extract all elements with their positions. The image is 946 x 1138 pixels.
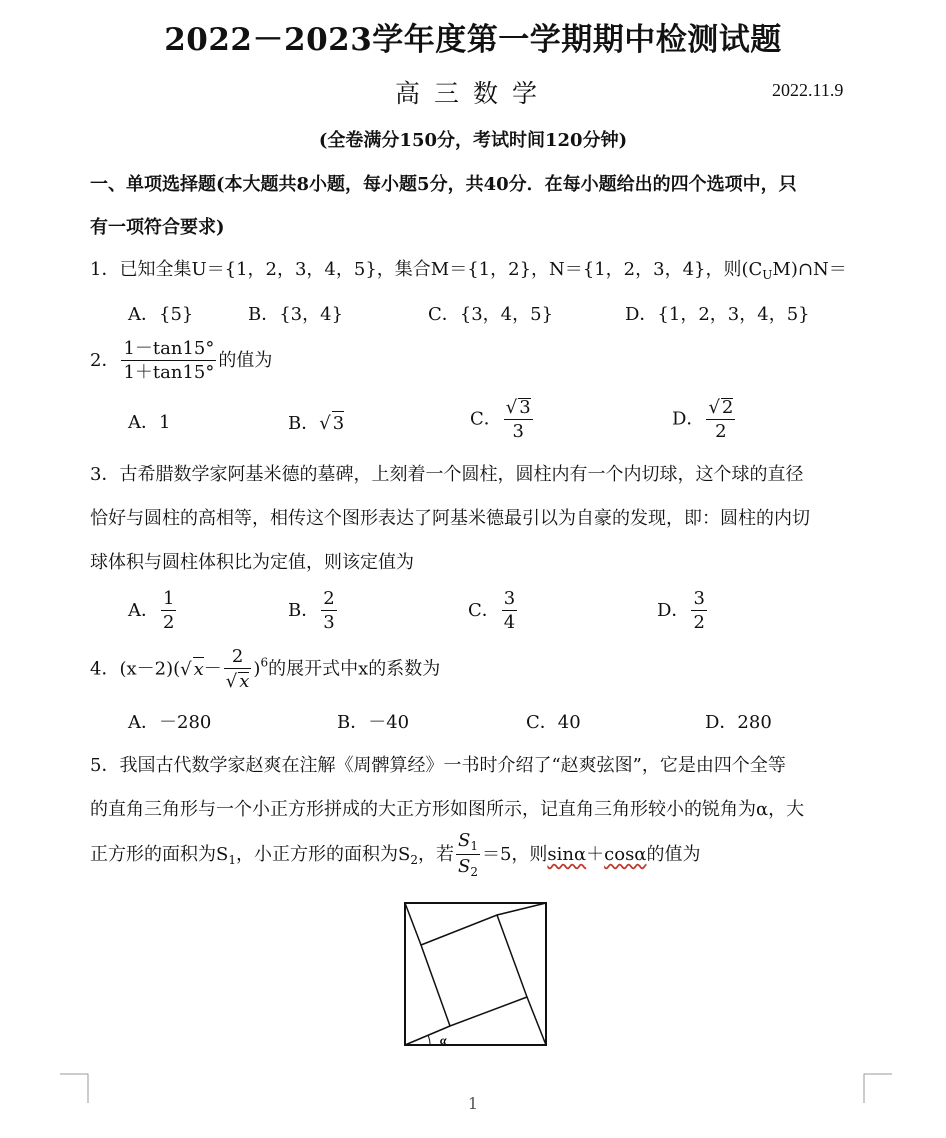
q5-fraction-num bbox=[456, 832, 480, 855]
section-heading-line2: 有一项符合要求) bbox=[90, 217, 225, 238]
q2-tail: 的值为 bbox=[218, 350, 273, 371]
q1-option-b: B．{3，4} bbox=[248, 304, 344, 325]
q5-eq: ＝5，则 bbox=[481, 844, 548, 865]
exam-subject: 高三数学 bbox=[394, 79, 551, 108]
sqrt-icon: √ bbox=[180, 659, 192, 680]
exam-note: (全卷满分150分，考试时间120分钟) bbox=[318, 130, 628, 151]
q3-option-b-den: 3 bbox=[323, 612, 335, 633]
q3-line2: 恰好与圆柱的高相等，相传这个图形表达了阿基米德最引以为自豪的发现，即：圆柱的内切 bbox=[90, 508, 810, 529]
q3-option-b bbox=[288, 590, 339, 632]
q2-option-c-label: C． bbox=[470, 408, 502, 430]
q4-option-a: A．－280 bbox=[128, 712, 212, 733]
angle-arc bbox=[428, 1035, 430, 1045]
q1-stem-sub: U bbox=[762, 268, 773, 282]
q5-frac-den-s: S bbox=[457, 856, 471, 877]
alpha-label: α bbox=[440, 1033, 447, 1047]
q2-option-c-num bbox=[504, 398, 533, 420]
q2-option-d-label: D． bbox=[672, 408, 705, 430]
q5-cos: cosα bbox=[604, 844, 647, 865]
q3-option-d-den: 2 bbox=[693, 612, 705, 633]
q5-line2: 的直角三角形与一个小正方形拼成的大正方形如图所示，记直角三角形较小的锐角为α，大 bbox=[90, 799, 805, 820]
triangle-edge-top bbox=[497, 903, 546, 915]
q1-stem bbox=[90, 258, 847, 287]
q2-fraction-denominator: 1＋tan15° bbox=[123, 362, 215, 383]
q4-option-d: D．280 bbox=[705, 712, 772, 733]
q3-option-a-num: 1 bbox=[163, 588, 175, 609]
q4-fraction-num: 2 bbox=[224, 648, 252, 669]
q3-option-a-label: A． bbox=[128, 600, 159, 621]
q2-option-c bbox=[470, 398, 535, 441]
q5-line3 bbox=[90, 832, 700, 878]
q2-fraction bbox=[121, 340, 216, 382]
zhao-shuang-figure bbox=[400, 898, 552, 1052]
q5-line3-c: ，若 bbox=[417, 844, 454, 865]
q3-option-d-fraction bbox=[691, 590, 706, 632]
q4-option-b: B．－40 bbox=[337, 712, 410, 733]
q4-fraction-den bbox=[224, 669, 252, 691]
q2-option-c-den: 3 bbox=[512, 421, 524, 442]
q2-option-c-radicand: 3 bbox=[519, 397, 531, 418]
q3-line3: 球体积与圆柱体积比为定值，则该定值为 bbox=[90, 552, 414, 573]
q2-option-d-radicand: 2 bbox=[721, 397, 734, 418]
inner-square bbox=[421, 915, 527, 1026]
sqrt-icon: √ bbox=[708, 397, 720, 418]
q3-option-b-label: B． bbox=[288, 600, 320, 621]
q2-option-d-num bbox=[706, 398, 735, 420]
q2-option-d-den: 2 bbox=[715, 421, 727, 442]
q3-line1: 3．古希腊数学家阿基米德的墓碑，上刻着一个圆柱，圆柱内有一个内切球，这个球的直径 bbox=[90, 464, 804, 485]
q4-close: ) bbox=[253, 658, 261, 680]
q4-fraction-den-radicand: x bbox=[239, 671, 250, 692]
q3-option-a-fraction bbox=[161, 590, 176, 632]
q4-option-c: C．40 bbox=[526, 712, 581, 733]
q3-option-a-den: 2 bbox=[163, 612, 175, 633]
q5-fraction bbox=[456, 832, 480, 878]
q1-stem-end: M)∩N＝ bbox=[772, 259, 847, 280]
q3-option-b-fraction bbox=[321, 590, 336, 632]
q5-sub2: 2 bbox=[410, 853, 418, 867]
q5-plus: ＋ bbox=[586, 844, 605, 865]
q4-power: 6 bbox=[260, 655, 269, 670]
q2-option-b-radicand: 3 bbox=[332, 413, 345, 434]
q5-line3-a: 正方形的面积为S bbox=[90, 844, 229, 865]
q1-option-d: D．{1，2，3，4，5} bbox=[625, 304, 810, 325]
q4-sqrt-x bbox=[180, 659, 204, 680]
q4-tail: 的展开式中x的系数为 bbox=[268, 658, 441, 680]
q5-frac-num-s: S bbox=[457, 830, 471, 851]
q3-option-c-den: 4 bbox=[503, 612, 516, 633]
q2-option-a: A．1 bbox=[128, 412, 171, 433]
q2-option-d-fraction bbox=[706, 398, 735, 441]
q3-option-d bbox=[657, 590, 709, 632]
q3-option-c-num: 3 bbox=[503, 588, 516, 609]
q1-option-a: A．{5} bbox=[128, 304, 194, 325]
triangle-edge-left bbox=[405, 903, 421, 945]
q2-option-d bbox=[672, 398, 737, 441]
q3-option-c-fraction bbox=[502, 590, 517, 632]
q3-option-b-num: 2 bbox=[323, 588, 335, 609]
page-number: 1 bbox=[467, 1094, 479, 1113]
q4-prefix: 4．(x－2)( bbox=[90, 658, 181, 680]
q3-option-c-label: C． bbox=[468, 600, 500, 621]
q2-number: 2． bbox=[90, 350, 120, 371]
q3-option-c bbox=[468, 590, 519, 632]
exam-date: 2022.11.9 bbox=[772, 80, 844, 100]
q2-stem bbox=[90, 340, 272, 382]
sqrt-icon: √ bbox=[505, 397, 518, 418]
exam-title: 2022－2023学年度第一学期期中检测试题 bbox=[164, 22, 782, 58]
q3-option-d-num: 3 bbox=[693, 588, 705, 609]
q5-frac-den-sub: 2 bbox=[470, 865, 478, 879]
section-heading-line1: 一、单项选择题(本大题共8小题，每小题5分，共40分．在每小题给出的四个选项中，只 bbox=[90, 174, 797, 195]
q2-option-b bbox=[288, 411, 344, 436]
sqrt-icon: √ bbox=[225, 671, 238, 692]
sqrt-icon: √ bbox=[319, 413, 331, 434]
q3-option-a bbox=[128, 590, 178, 632]
outer-square bbox=[405, 903, 546, 1045]
q2-option-c-fraction bbox=[504, 398, 533, 441]
q4-fraction bbox=[224, 648, 252, 691]
q3-option-d-label: D． bbox=[657, 600, 690, 621]
q1-stem-text: 1．已知全集U＝{1，2，3，4，5}，集合M＝{1，2}，N＝{1，2，3，4}，则(C bbox=[90, 259, 763, 280]
q5-line3-b: ，小正方形的面积为S bbox=[235, 844, 411, 865]
triangle-edge-right bbox=[527, 997, 546, 1045]
q5-line1: 5．我国古代数学家赵爽在注解《周髀算经》一书时介绍了“赵爽弦图”，它是由四个全等 bbox=[90, 755, 786, 776]
q5-fraction-den bbox=[456, 855, 480, 878]
q2-fraction-numerator: 1－tan15° bbox=[123, 338, 215, 359]
q2-option-b-label: B． bbox=[288, 413, 320, 434]
q1-option-c: C．{3，4，5} bbox=[428, 304, 554, 325]
q4-stem bbox=[90, 648, 440, 691]
q5-frac-num-sub: 1 bbox=[470, 839, 478, 853]
q5-tail: 的值为 bbox=[646, 844, 701, 865]
q5-sin: sinα bbox=[547, 844, 587, 865]
q5-sub1: 1 bbox=[228, 853, 236, 867]
q4-minus: － bbox=[203, 658, 222, 680]
q4-radicand-x: x bbox=[193, 659, 204, 680]
